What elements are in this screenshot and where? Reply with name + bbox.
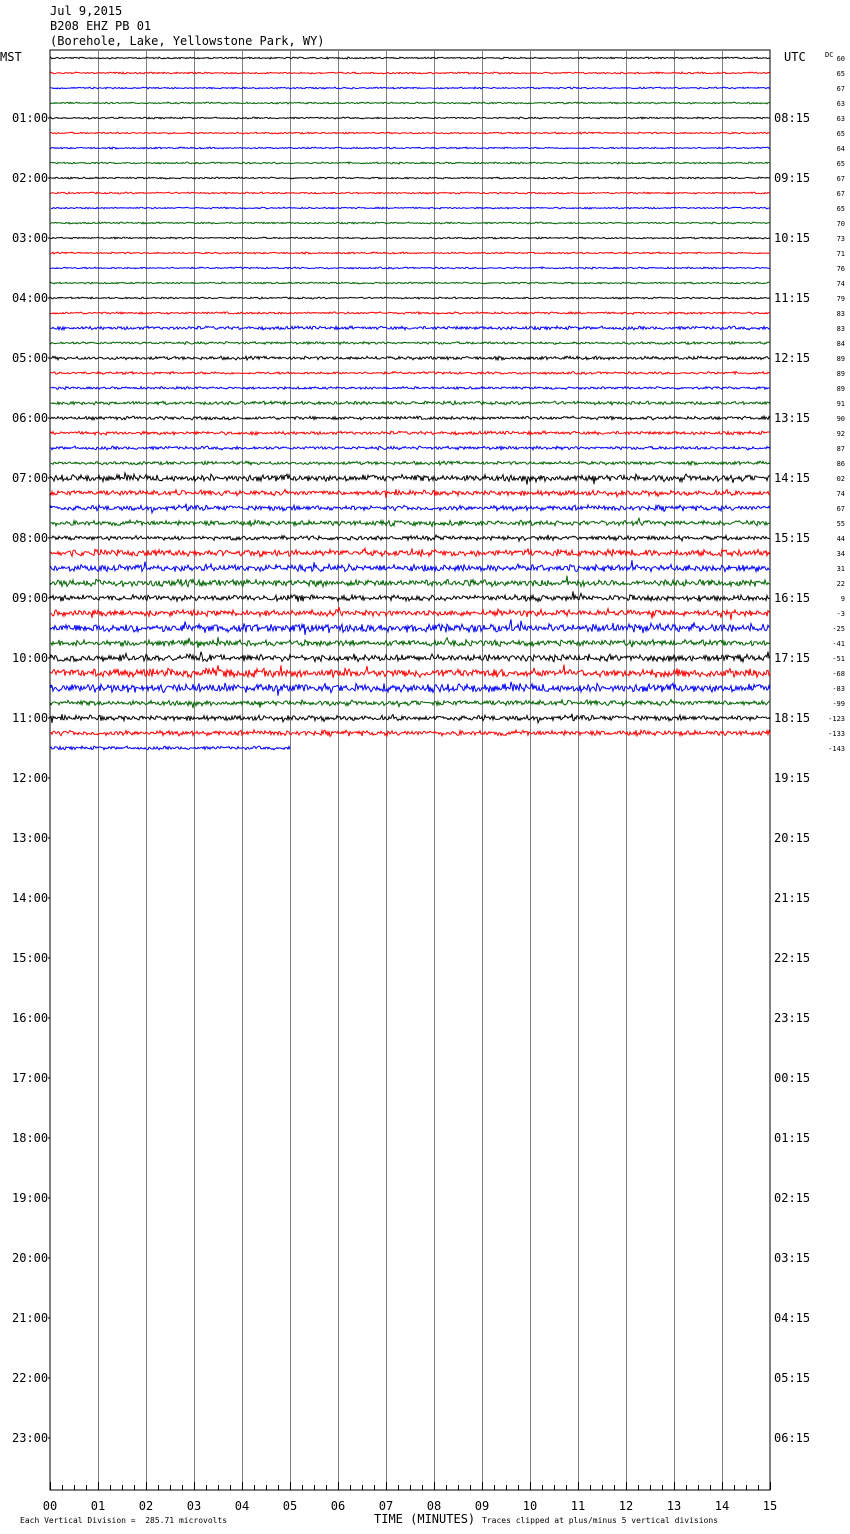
dc-offset-value: 67 — [836, 85, 845, 93]
utc-hour-label: 04:15 — [774, 1311, 811, 1325]
mst-hour-labels — [12, 111, 50, 1445]
mst-hour-label: 10:00 — [12, 651, 49, 665]
time-axis — [43, 1482, 777, 1513]
mst-hour-label: 11:00 — [12, 711, 49, 725]
time-tick-label: 12 — [618, 1499, 634, 1513]
mst-hour-label: 06:00 — [12, 411, 49, 425]
seismic-trace — [51, 652, 770, 662]
utc-hour-label: 10:15 — [774, 231, 811, 245]
seismic-trace — [51, 297, 770, 299]
dc-offset-value: 65 — [836, 160, 845, 168]
utc-hour-label: 11:15 — [774, 291, 811, 305]
clipping-note: Traces clipped at plus/minus 5 vertical divisions — [482, 1516, 719, 1525]
mst-hour-label: 07:00 — [12, 471, 49, 485]
seismic-trace — [51, 416, 770, 420]
dc-offset-value: 89 — [836, 355, 845, 363]
seismic-trace — [51, 431, 770, 435]
mst-hour-label: 01:00 — [12, 111, 49, 125]
utc-hour-label: 19:15 — [774, 771, 811, 785]
utc-hour-label: 13:15 — [774, 411, 811, 425]
mst-hour-label: 19:00 — [12, 1191, 49, 1205]
dc-offset-value: 83 — [836, 325, 845, 333]
dc-offset-value: 9 — [840, 595, 845, 603]
dc-offset-value: 90 — [836, 415, 845, 423]
seismic-trace — [51, 162, 770, 164]
mst-hour-label: 20:00 — [12, 1251, 49, 1265]
mst-hour-label: 23:00 — [12, 1431, 49, 1445]
dc-offset-value: -51 — [832, 655, 845, 663]
dc-offset-value: 79 — [836, 295, 845, 303]
time-tick-label: 15 — [762, 1499, 778, 1513]
utc-hour-label: 21:15 — [774, 891, 811, 905]
mst-hour-label: 14:00 — [12, 891, 49, 905]
utc-hour-label: 02:15 — [774, 1191, 811, 1205]
seismic-trace — [51, 576, 770, 587]
time-tick-label: 01 — [90, 1499, 106, 1513]
seismic-trace — [51, 356, 770, 360]
seismic-trace — [51, 267, 770, 269]
utc-axis-label: UTC — [784, 50, 806, 64]
dc-offset-value: 63 — [836, 115, 845, 123]
dc-label: DC — [825, 51, 834, 59]
chart-date: Jul 9,2015 — [50, 4, 123, 18]
seismic-trace — [51, 177, 770, 179]
time-tick-label: 07 — [378, 1499, 394, 1513]
seismic-trace — [51, 192, 770, 194]
utc-hour-label: 20:15 — [774, 831, 811, 845]
time-tick-label: 06 — [330, 1499, 346, 1513]
mst-hour-label: 13:00 — [12, 831, 49, 845]
seismic-trace — [51, 87, 770, 89]
seismic-trace — [51, 548, 770, 557]
mst-hour-label: 12:00 — [12, 771, 49, 785]
seismic-trace — [51, 461, 770, 465]
seismic-trace — [51, 591, 770, 602]
utc-hour-label: 12:15 — [774, 351, 811, 365]
utc-hour-labels — [774, 111, 810, 1445]
time-tick-label: 05 — [282, 1499, 298, 1513]
dc-offset-value: 65 — [836, 70, 845, 78]
mst-axis-label: MST — [0, 50, 22, 64]
time-tick-label: 14 — [714, 1499, 730, 1513]
seismic-trace — [51, 237, 770, 239]
seismic-trace — [51, 222, 770, 224]
dc-offset-value: 74 — [836, 490, 845, 498]
seismic-trace — [51, 489, 770, 498]
seismic-trace — [51, 326, 770, 330]
seismic-trace — [51, 342, 770, 345]
seismic-trace — [51, 700, 770, 709]
utc-hour-label: 00:15 — [774, 1071, 811, 1085]
seismic-trace — [51, 72, 770, 74]
utc-hour-label: 05:15 — [774, 1371, 811, 1385]
dc-offset-value: -123 — [828, 715, 845, 723]
utc-hour-label: 22:15 — [774, 951, 811, 965]
mst-hour-label: 03:00 — [12, 231, 49, 245]
seismic-trace — [51, 518, 770, 526]
dc-offset-value: 22 — [836, 580, 845, 588]
seismic-trace — [51, 372, 770, 375]
dc-offset-labels — [828, 55, 845, 753]
dc-offset-value: -133 — [828, 730, 845, 738]
seismic-trace — [51, 282, 770, 284]
mst-hour-label: 21:00 — [12, 1311, 49, 1325]
seismic-trace — [51, 746, 290, 750]
mst-hour-label: 15:00 — [12, 951, 49, 965]
seismic-trace — [51, 560, 770, 571]
dc-offset-value: 73 — [836, 235, 845, 243]
seismic-trace — [51, 252, 770, 254]
mst-hour-label: 04:00 — [12, 291, 49, 305]
dc-offset-value: 67 — [836, 190, 845, 198]
time-tick-label: 02 — [138, 1499, 154, 1513]
utc-hour-label: 03:15 — [774, 1251, 811, 1265]
time-tick-label: 00 — [42, 1499, 58, 1513]
seismic-trace — [51, 57, 770, 59]
vertical-division-note: Each Vertical Division = 285.71 microvolts — [20, 1516, 228, 1525]
dc-offset-value: 65 — [836, 130, 845, 138]
mst-hour-label: 02:00 — [12, 171, 49, 185]
seismic-trace — [51, 714, 770, 723]
mst-hour-label: 18:00 — [12, 1131, 49, 1145]
utc-hour-label: 15:15 — [774, 531, 811, 545]
utc-hour-label: 18:15 — [774, 711, 811, 725]
station-location: (Borehole, Lake, Yellowstone Park, WY) — [50, 34, 325, 48]
seismic-trace — [51, 147, 770, 149]
dc-offset-value: 64 — [836, 145, 845, 153]
seismic-trace — [51, 637, 770, 648]
dc-offset-value: 83 — [836, 310, 845, 318]
seismic-traces — [51, 57, 770, 750]
mst-hour-label: 05:00 — [12, 351, 49, 365]
dc-offset-value: 60 — [836, 55, 845, 63]
seismic-trace — [51, 607, 770, 620]
seismic-trace — [51, 665, 770, 678]
seismic-trace — [51, 619, 770, 635]
mst-hour-label: 17:00 — [12, 1071, 49, 1085]
utc-hour-label: 06:15 — [774, 1431, 811, 1445]
utc-hour-label: 23:15 — [774, 1011, 811, 1025]
mst-hour-label: 08:00 — [12, 531, 49, 545]
plot-frame — [50, 50, 770, 1490]
time-tick-label: 04 — [234, 1499, 250, 1513]
dc-offset-value: 70 — [836, 220, 845, 228]
mst-hour-label: 16:00 — [12, 1011, 49, 1025]
dc-offset-value: -83 — [832, 685, 845, 693]
x-axis-title: TIME (MINUTES) — [374, 1512, 476, 1526]
dc-offset-value: 67 — [836, 505, 845, 513]
dc-offset-value: 02 — [836, 475, 845, 483]
station-code: B208 EHZ PB 01 — [50, 19, 152, 33]
dc-offset-value: -3 — [836, 610, 845, 618]
dc-offset-value: -143 — [828, 745, 845, 753]
seismic-trace — [51, 132, 770, 134]
dc-offset-value: 65 — [836, 205, 845, 213]
time-tick-label: 09 — [474, 1499, 490, 1513]
time-tick-label: 10 — [522, 1499, 538, 1513]
dc-offset-value: 74 — [836, 280, 845, 288]
dc-offset-value: 86 — [836, 460, 845, 468]
dc-offset-value: 84 — [836, 340, 845, 348]
seismic-trace — [51, 730, 770, 737]
seismic-trace — [51, 401, 770, 405]
seismic-trace — [51, 207, 770, 209]
dc-offset-value: 67 — [836, 175, 845, 183]
seismic-trace — [51, 312, 770, 315]
dc-offset-value: 71 — [836, 250, 845, 258]
seismic-trace — [51, 535, 770, 541]
utc-hour-label: 09:15 — [774, 171, 811, 185]
dc-offset-value: -99 — [832, 700, 845, 708]
seismic-trace — [51, 504, 770, 513]
dc-offset-value: 44 — [836, 535, 845, 543]
utc-hour-label: 01:15 — [774, 1131, 811, 1145]
dc-offset-value: 89 — [836, 385, 845, 393]
seismic-trace — [51, 682, 770, 696]
dc-offset-value: 91 — [836, 400, 845, 408]
time-tick-label: 03 — [186, 1499, 202, 1513]
grid-lines — [50, 50, 770, 1490]
mst-hour-label: 22:00 — [12, 1371, 49, 1385]
seismic-trace — [51, 473, 770, 485]
dc-offset-value: 55 — [836, 520, 845, 528]
dc-offset-value: 34 — [836, 550, 845, 558]
dc-offset-value: 76 — [836, 265, 845, 273]
dc-offset-value: -41 — [832, 640, 845, 648]
utc-hour-label: 17:15 — [774, 651, 811, 665]
time-tick-label: 08 — [426, 1499, 442, 1513]
seismic-trace — [51, 446, 770, 450]
seismic-trace — [51, 387, 770, 390]
dc-offset-value: -68 — [832, 670, 845, 678]
utc-hour-label: 16:15 — [774, 591, 811, 605]
seismic-trace — [51, 102, 770, 104]
dc-offset-value: 31 — [836, 565, 845, 573]
utc-hour-label: 14:15 — [774, 471, 811, 485]
dc-offset-value: 63 — [836, 100, 845, 108]
dc-offset-value: -25 — [832, 625, 845, 633]
dc-offset-value: 92 — [836, 430, 845, 438]
mst-hour-label: 09:00 — [12, 591, 49, 605]
seismic-trace — [51, 117, 770, 119]
time-tick-label: 13 — [666, 1499, 682, 1513]
utc-hour-label: 08:15 — [774, 111, 811, 125]
dc-offset-value: 89 — [836, 370, 845, 378]
time-tick-label: 11 — [570, 1499, 586, 1513]
dc-offset-value: 87 — [836, 445, 845, 453]
